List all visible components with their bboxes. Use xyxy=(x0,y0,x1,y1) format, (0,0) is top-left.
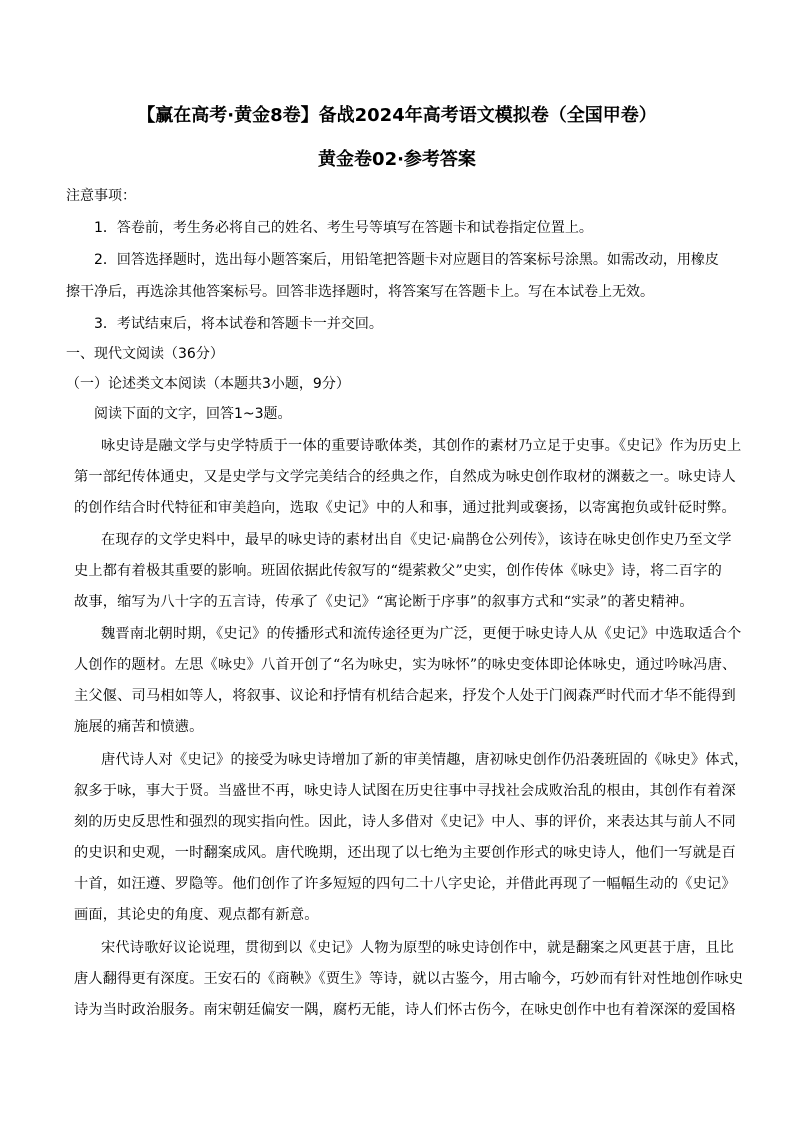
article-line: 刻的历史反思性和强烈的现实指向性。因此，诗人多借对《史记》中人、事的评价，来表达其与前人不同 xyxy=(74,814,736,830)
article-line: 史上都有着极其重要的影响。班固依据此传叙写的“缇萦救父”史实，创作传体《咏史》诗，将二百字的 xyxy=(74,563,722,579)
article-line: 在现存的文学史料中，最早的咏史诗的素材出自《史记·扁鹊仓公列传》，该诗在咏史创作史乃至文学 xyxy=(101,532,732,548)
article-line: 叙多于咏，事大于贤。当盛世不再，咏史诗人试图在历史往事中寻找社会成败治乱的根由，其创作有着深 xyxy=(74,783,736,799)
article-line: 的史识和史观，一时翻案成风。唐代晚期，还出现了以七绝为主要创作形式的咏史诗人，他们一写就是百 xyxy=(74,845,736,861)
document-title: 【赢在高考·黄金8卷】备战2024年高考语文模拟卷（全国甲卷） xyxy=(137,105,657,126)
article-line: 唐代诗人对《史记》的接受为咏史诗增加了新的审美情趣，唐初咏史创作仍沿袭班固的《咏史》体式， xyxy=(101,752,749,768)
note-item: 2．回答选择题时，选出每小题答案后，用铅笔把答题卡对应题目的答案标号涂黑。如需改动，用橡皮 xyxy=(94,252,719,268)
article-line: 宋代诗歌好议论说理，贯彻到以《史记》人物为原型的咏史诗创作中，就是翻案之风更甚于唐，且比 xyxy=(101,940,735,956)
note-item: 3．考试结束后，将本试卷和答题卡一并交回。 xyxy=(94,316,383,332)
article-line: 诗为当时政治服务。南宋朝廷偏安一隅，腐朽无能，诗人们怀古伤今，在咏史创作中也有着深深的爱国格 xyxy=(74,1002,736,1018)
article-line: 咏史诗是融文学与史学特质于一体的重要诗歌体类，其创作的素材乃立足于史事。《史记》作为历史上 xyxy=(101,438,742,454)
note-item: 擦干净后，再选涂其他答案标号。回答非选择题时，将答案写在答题卡上。写在本试卷上无效。 xyxy=(66,284,654,300)
subsection-heading: （一）论述类文本阅读（本题共3小题，9分） xyxy=(66,376,350,392)
document-subtitle: 黄金卷02·参考答案 xyxy=(318,149,476,170)
notes-heading: 注意事项： xyxy=(66,188,136,204)
article-line: 人创作的题材。左思《咏史》八首开创了“名为咏史，实为咏怀”的咏史变体即论体咏史，通过吟咏冯唐、 xyxy=(74,657,737,673)
section-heading: 一、现代文阅读（36分） xyxy=(66,346,224,362)
article-line: 施展的痛苦和愤懑。 xyxy=(74,719,204,735)
article-line: 主父偃、司马相如等人，将叙事、议论和抒情有机结合起来，抒发个人处于门阀森严时代而才华不能得到 xyxy=(74,688,736,704)
article-line: 魏晋南北朝时期，《史记》的传播形式和流传途径更为广泛，更便于咏史诗人从《史记》中选取适合个 xyxy=(101,626,742,642)
reading-instruction: 阅读下面的文字，回答1~3题。 xyxy=(94,406,292,422)
article-line: 的创作结合时代特征和审美趋向，选取《史记》中的人和事，通过批判或褒扬，以寄寓抱负或针砭时弊。 xyxy=(74,500,736,516)
article-line: 故事，缩写为八十字的五言诗，传承了《史记》“寓论断于序事”的叙事方式和“实录”的著史精神。 xyxy=(74,594,694,610)
note-item: 1．答卷前，考生务必将自己的姓名、考生号等填写在答题卡和试卷指定位置上。 xyxy=(94,220,593,236)
article-line: 画面，其论史的角度、观点都有新意。 xyxy=(74,907,319,923)
article-line: 唐人翻得更有深度。王安石的《商鞅》《贾生》等诗，就以古鉴今，用古喻今，巧妙而有针对性地创作咏史 xyxy=(74,971,744,987)
article-line: 第一部纪传体通史，又是史学与文学完美结合的经典之作，自然成为咏史创作取材的渊薮之一。咏史诗人 xyxy=(74,469,736,485)
article-line: 十首，如汪遵、罗隐等。他们创作了许多短短的四句二十八字史论，并借此再现了一幅幅生动的《史记》 xyxy=(74,876,736,892)
